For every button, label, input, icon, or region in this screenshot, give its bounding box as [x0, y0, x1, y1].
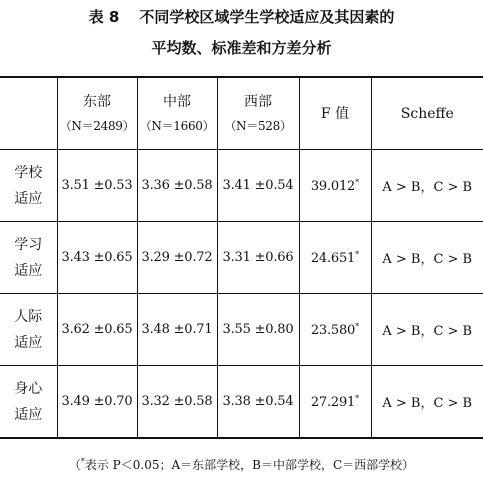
cell-f: 24.651* [299, 222, 371, 294]
table-footnote: （*表示 P＜0.05；A＝东部学校，B＝中部学校，C＝西部学校） [68, 457, 415, 472]
table-row [0, 222, 483, 294]
row-label: 学习 适应 [0, 222, 57, 294]
cell-scheffe: A > B，C > B [371, 150, 483, 222]
cell-central: 3.48 ±0.71 [137, 294, 217, 366]
table-title-line1: 不同学校区域学生学校适应及其因素的 [139, 8, 395, 26]
header-cell-scheffe: Scheffe [371, 77, 483, 150]
header-cell-east: 东部 （N＝2489） [57, 77, 137, 150]
cell-west: 3.41 ±0.54 [217, 150, 299, 222]
cell-central: 3.32 ±0.58 [137, 366, 217, 439]
cell-f: 39.012* [299, 150, 371, 222]
significance-mark: * [355, 177, 360, 187]
table-title-line2: 平均数、标准差和方差分析 [151, 39, 332, 57]
cell-east: 3.62 ±0.65 [57, 294, 137, 366]
cell-east: 3.51 ±0.53 [57, 150, 137, 222]
stats-table [0, 76, 483, 439]
significance-mark: * [355, 393, 360, 403]
table-row [0, 366, 483, 439]
cell-central: 3.29 ±0.72 [137, 222, 217, 294]
cell-east: 3.43 ±0.65 [57, 222, 137, 294]
table-row [0, 294, 483, 366]
header-cell-west: 西部 （N＝528） [217, 77, 299, 150]
row-label: 学校 适应 [0, 150, 57, 222]
cell-west: 3.55 ±0.80 [217, 294, 299, 366]
table-row [0, 150, 483, 222]
header-cell-empty [0, 77, 57, 150]
header-cell-central: 中部 （N＝1660） [137, 77, 217, 150]
cell-scheffe: A > B，C > B [371, 294, 483, 366]
row-label: 人际 适应 [0, 294, 57, 366]
cell-west: 3.31 ±0.66 [217, 222, 299, 294]
header-cell-f: F 值 [299, 77, 371, 150]
cell-central: 3.36 ±0.58 [137, 150, 217, 222]
significance-mark: * [355, 321, 360, 331]
cell-scheffe: A > B，C > B [371, 366, 483, 439]
cell-east: 3.49 ±0.70 [57, 366, 137, 439]
cell-f: 27.291* [299, 366, 371, 439]
cell-west: 3.38 ±0.54 [217, 366, 299, 439]
row-label: 身心 适应 [0, 366, 57, 439]
significance-mark: * [80, 457, 85, 466]
cell-f: 23.580* [299, 294, 371, 366]
header-row [0, 77, 483, 150]
significance-mark: * [355, 249, 360, 259]
table-title [0, 6, 483, 28]
cell-scheffe: A > B，C > B [371, 222, 483, 294]
table-number: 表 8 [88, 8, 120, 26]
